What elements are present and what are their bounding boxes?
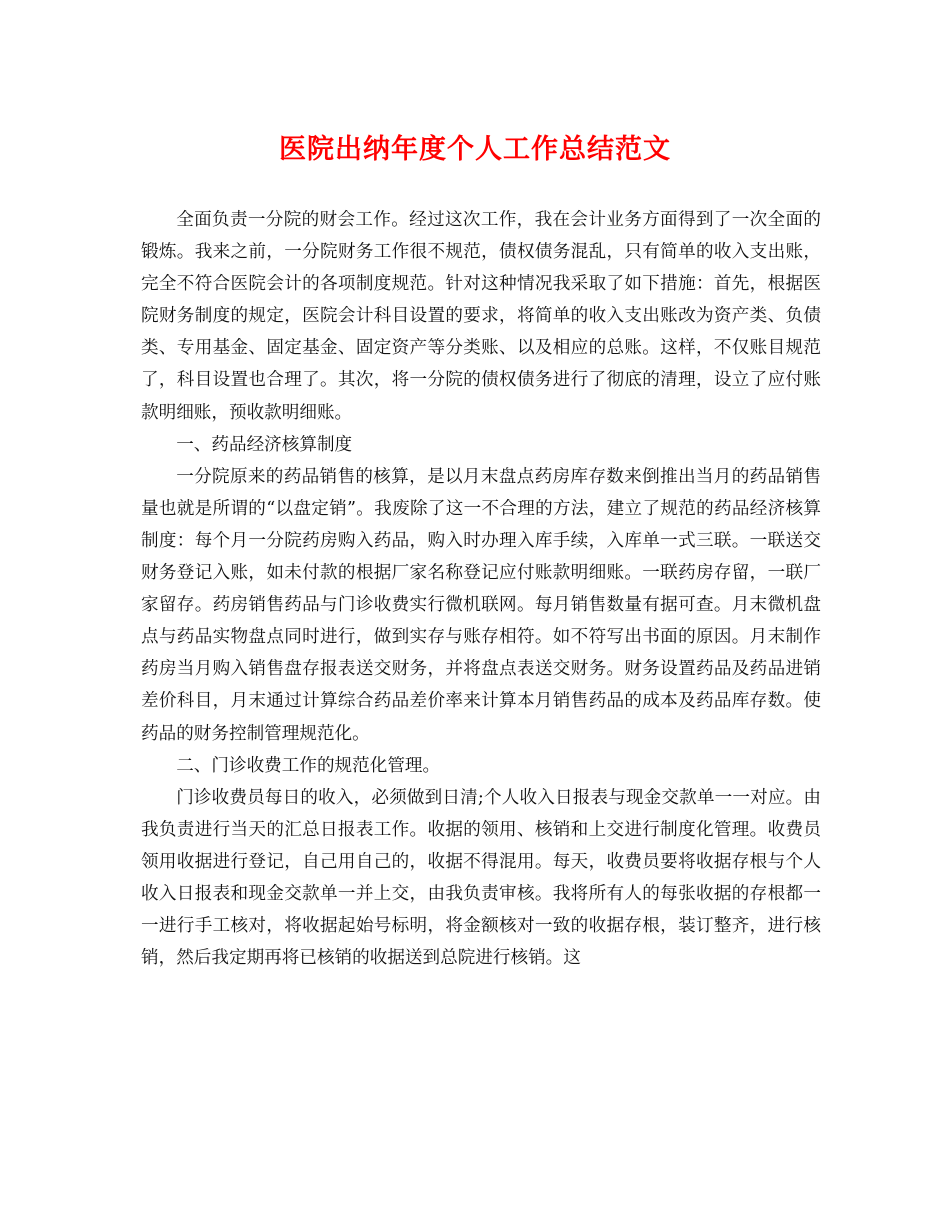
paragraph-intro: 全面负责一分院的财会工作。经过这次工作，我在会计业务方面得到了一次全面的锻炼。我来之前，一分院财务工作很不规范，债权债务混乱，只有简单的收入支出账，完全不符合医院会计的各项制度规范。针对这种情况我采取了如下措施：首先，根据医院财务制度的规定，医院会计科目设置的要求，将简单的收入支出账改为资产类、负债类、专用基金、固定基金、固定资产等分类账、以及相应的总账。这样，不仅账目规范了，科目设置也合理了。其次，将一分院的债权债务进行了彻底的清理，设立了应付账款明细账，预收款明细账。 [141,210,821,423]
section-heading-outpatient-billing: 二、门诊收费工作的规范化管理。 [176,755,441,776]
section-heading-drug-accounting: 一、药品经济核算制度 [176,434,353,455]
paragraph-outpatient-billing: 门诊收费员每日的收入，必须做到日清;个人收入日报表与现金交款单一一对应。由我负责进行当天的汇总日报表工作。收据的领用、核销和上交进行制度化管理。收费员领用收据进行登记，自己用自己的，收据不得混用。每天，收费员要将收据存根与个人收入日报表和现金交款单一并上交，由我负责审核。我将所有人的每张收据的存根都一一进行手工核对，将收据起始号标明，将金额核对一致的收据存根，装订整齐，进行核销，然后我定期再将已核销的收据送到总院进行核销。这 [141,787,821,969]
document-body [141,204,821,974]
document-title: 医院出纳年度个人工作总结范文 [279,134,671,165]
paragraph-drug-accounting: 一分院原来的药品销售的核算，是以月末盘点药房库存数来倒推出当月的药品销售量也就是所谓的“以盘定销”。我废除了这一不合理的方法，建立了规范的药品经济核算制度：每个月一分院药房购入药品，购入时办理入库手续，入库单一式三联。一联送交财务登记入账，如未付款的根据厂家名称登记应付账款明细账。一联药房存留，一联厂家留存。药房销售药品与门诊收费实行微机联网。每月销售数量有据可查。月末微机盘点与药品实物盘点同时进行，做到实存与账存相符。如不符写出书面的原因。月末制作药房当月购入销售盘存报表送交财务，并将盘点表送交财务。财务设置药品及药品进销差价科目，月末通过计算综合药品差价率来计算本月销售药品的成本及药品库存数。使药品的财务控制管理规范化。 [141,466,821,744]
